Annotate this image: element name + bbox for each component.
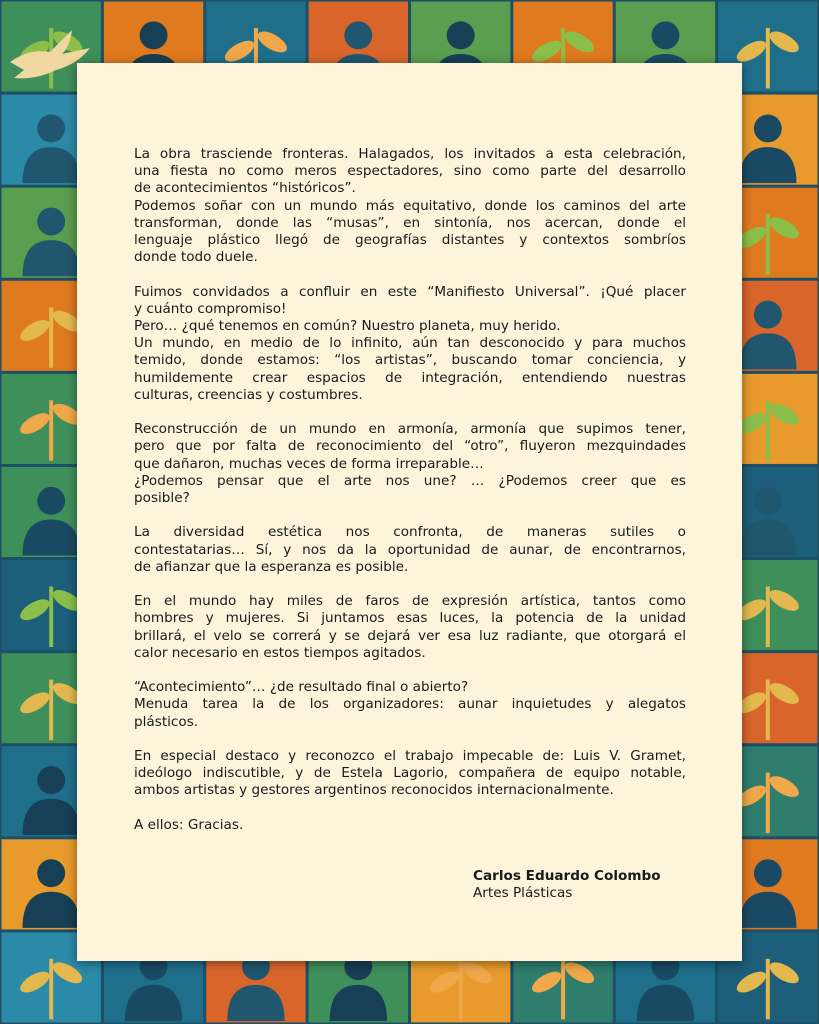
plant-stem bbox=[49, 586, 53, 647]
text-line: “Acontecimiento”… ¿de resultado final o abierto? bbox=[134, 679, 469, 696]
figure-head bbox=[754, 859, 782, 887]
text-line: calor necesario en estos tiempos agitados. bbox=[134, 644, 426, 661]
text-line: de afianzar que la esperanza es posible. bbox=[134, 558, 409, 575]
text-line: Pero… ¿qué tenemos en común? Nuestro planeta, muy herido. bbox=[134, 318, 561, 335]
plant-stem bbox=[766, 28, 770, 89]
figure-head bbox=[37, 208, 65, 236]
text-line: y cuánto compromiso! bbox=[134, 300, 287, 317]
text-line: transforman, donde las “musas”, en sintonía, nos acercan, donde el bbox=[134, 214, 686, 231]
text-line: posible? bbox=[134, 490, 190, 507]
text-line: temido, donde estamos: “los artistas”, buscando tomar conciencia, y bbox=[134, 352, 686, 369]
text-line: Fuimos convidados a confluir en este “Manifiesto Universal”. ¡Qué placer bbox=[134, 283, 686, 300]
figure-head bbox=[344, 21, 372, 49]
figure-head bbox=[140, 21, 168, 49]
figure-head bbox=[37, 487, 65, 515]
text-line: En especial destaco y reconozco el trabajo impecable de: Luis V. Gramet, bbox=[134, 748, 686, 765]
plant-stem bbox=[766, 680, 770, 741]
plant-stem bbox=[766, 959, 770, 1020]
plant-stem bbox=[766, 214, 770, 275]
text-line: hombres y mujeres. Si juntamos esas luces, la potencia de la unidad bbox=[134, 610, 686, 627]
text-line: plásticos. bbox=[134, 713, 199, 730]
plant-stem bbox=[49, 959, 53, 1020]
text-line: culturas, creencias y costumbres. bbox=[134, 386, 363, 403]
paragraph-6 bbox=[134, 679, 686, 731]
figure-head bbox=[447, 21, 475, 49]
signature-block bbox=[473, 868, 661, 902]
plant-stem bbox=[49, 680, 53, 741]
text-line: ideólogo indiscutible, y de Estela Lagorio, compañera de equipo notable, bbox=[134, 765, 686, 782]
letter-body bbox=[134, 146, 686, 851]
plant-stem bbox=[49, 307, 53, 368]
text-line: brillará, el velo se correrá y se dejará ver esa luz radiante, que otorgará el bbox=[134, 627, 686, 644]
paragraph-8 bbox=[134, 817, 686, 834]
plant-stem bbox=[766, 586, 770, 647]
text-line: La obra trasciende fronteras. Halagados, los invitados a esta celebración, bbox=[134, 146, 686, 162]
text-line: contestatarias… Sí, y nos da la oportunidad de aunar, de encontrarnos, bbox=[134, 541, 686, 558]
text-line: A ellos: Gracias. bbox=[134, 816, 244, 833]
text-line: donde todo duele. bbox=[134, 249, 258, 266]
figure-head bbox=[754, 487, 782, 515]
figure-head bbox=[651, 21, 679, 49]
figure-head bbox=[754, 301, 782, 329]
text-line: lenguaje plástico llegó de geografías distantes y contextos sombríos bbox=[134, 232, 686, 249]
text-line: ¿Podemos pensar que el arte nos une? … ¿Podemos creer que es bbox=[134, 472, 686, 489]
signature-role: Artes Plásticas bbox=[473, 885, 573, 902]
text-line: Menuda tarea la de los organizadores: aunar inquietudes y alegatos bbox=[134, 696, 686, 713]
text-line: pero que por falta de reconocimiento del “otro”, fluyeron mezquindades bbox=[134, 438, 686, 455]
paragraph-5 bbox=[134, 593, 686, 662]
plant-stem bbox=[49, 400, 53, 461]
plant-stem bbox=[766, 773, 770, 834]
figure-head bbox=[37, 115, 65, 143]
plant-stem bbox=[459, 959, 463, 1020]
figure-head bbox=[754, 115, 782, 143]
text-line: una fiesta no como meros espectadores, sino como parte del desarrollo bbox=[134, 163, 686, 180]
text-line: ambos artistas y gestores argentinos reconocidos internacionalmente. bbox=[134, 782, 614, 799]
text-line: de acontecimientos “históricos”. bbox=[134, 180, 356, 197]
figure-head bbox=[37, 766, 65, 794]
plant-stem bbox=[766, 400, 770, 461]
text-line: Un mundo, en medio de lo infinito, aún tan desconocido y para muchos bbox=[134, 335, 686, 352]
text-line: humildemente crear espacios de integración, entendiendo nuestras bbox=[134, 369, 686, 386]
paragraph-1 bbox=[134, 146, 686, 266]
paragraph-4 bbox=[134, 524, 686, 576]
paragraph-2 bbox=[134, 284, 686, 404]
text-line: En el mundo hay miles de faros de expresión artística, tantos como bbox=[134, 593, 686, 610]
paragraph-7 bbox=[134, 748, 686, 800]
letter-paper bbox=[77, 63, 742, 961]
text-line: Podemos soñar con un mundo más equitativo, donde los caminos del arte bbox=[134, 197, 686, 214]
text-line: que dañaron, muchas veces de forma irreparable… bbox=[134, 455, 484, 472]
signature-name: Carlos Eduardo Colombo bbox=[473, 868, 661, 884]
figure-head bbox=[37, 859, 65, 887]
text-line: Reconstrucción de un mundo en armonía, armonía que supimos tener, bbox=[134, 421, 686, 438]
text-line: La diversidad estética nos confronta, de maneras sutiles o bbox=[134, 524, 686, 541]
paragraph-3 bbox=[134, 421, 686, 507]
plant-stem bbox=[561, 959, 565, 1020]
